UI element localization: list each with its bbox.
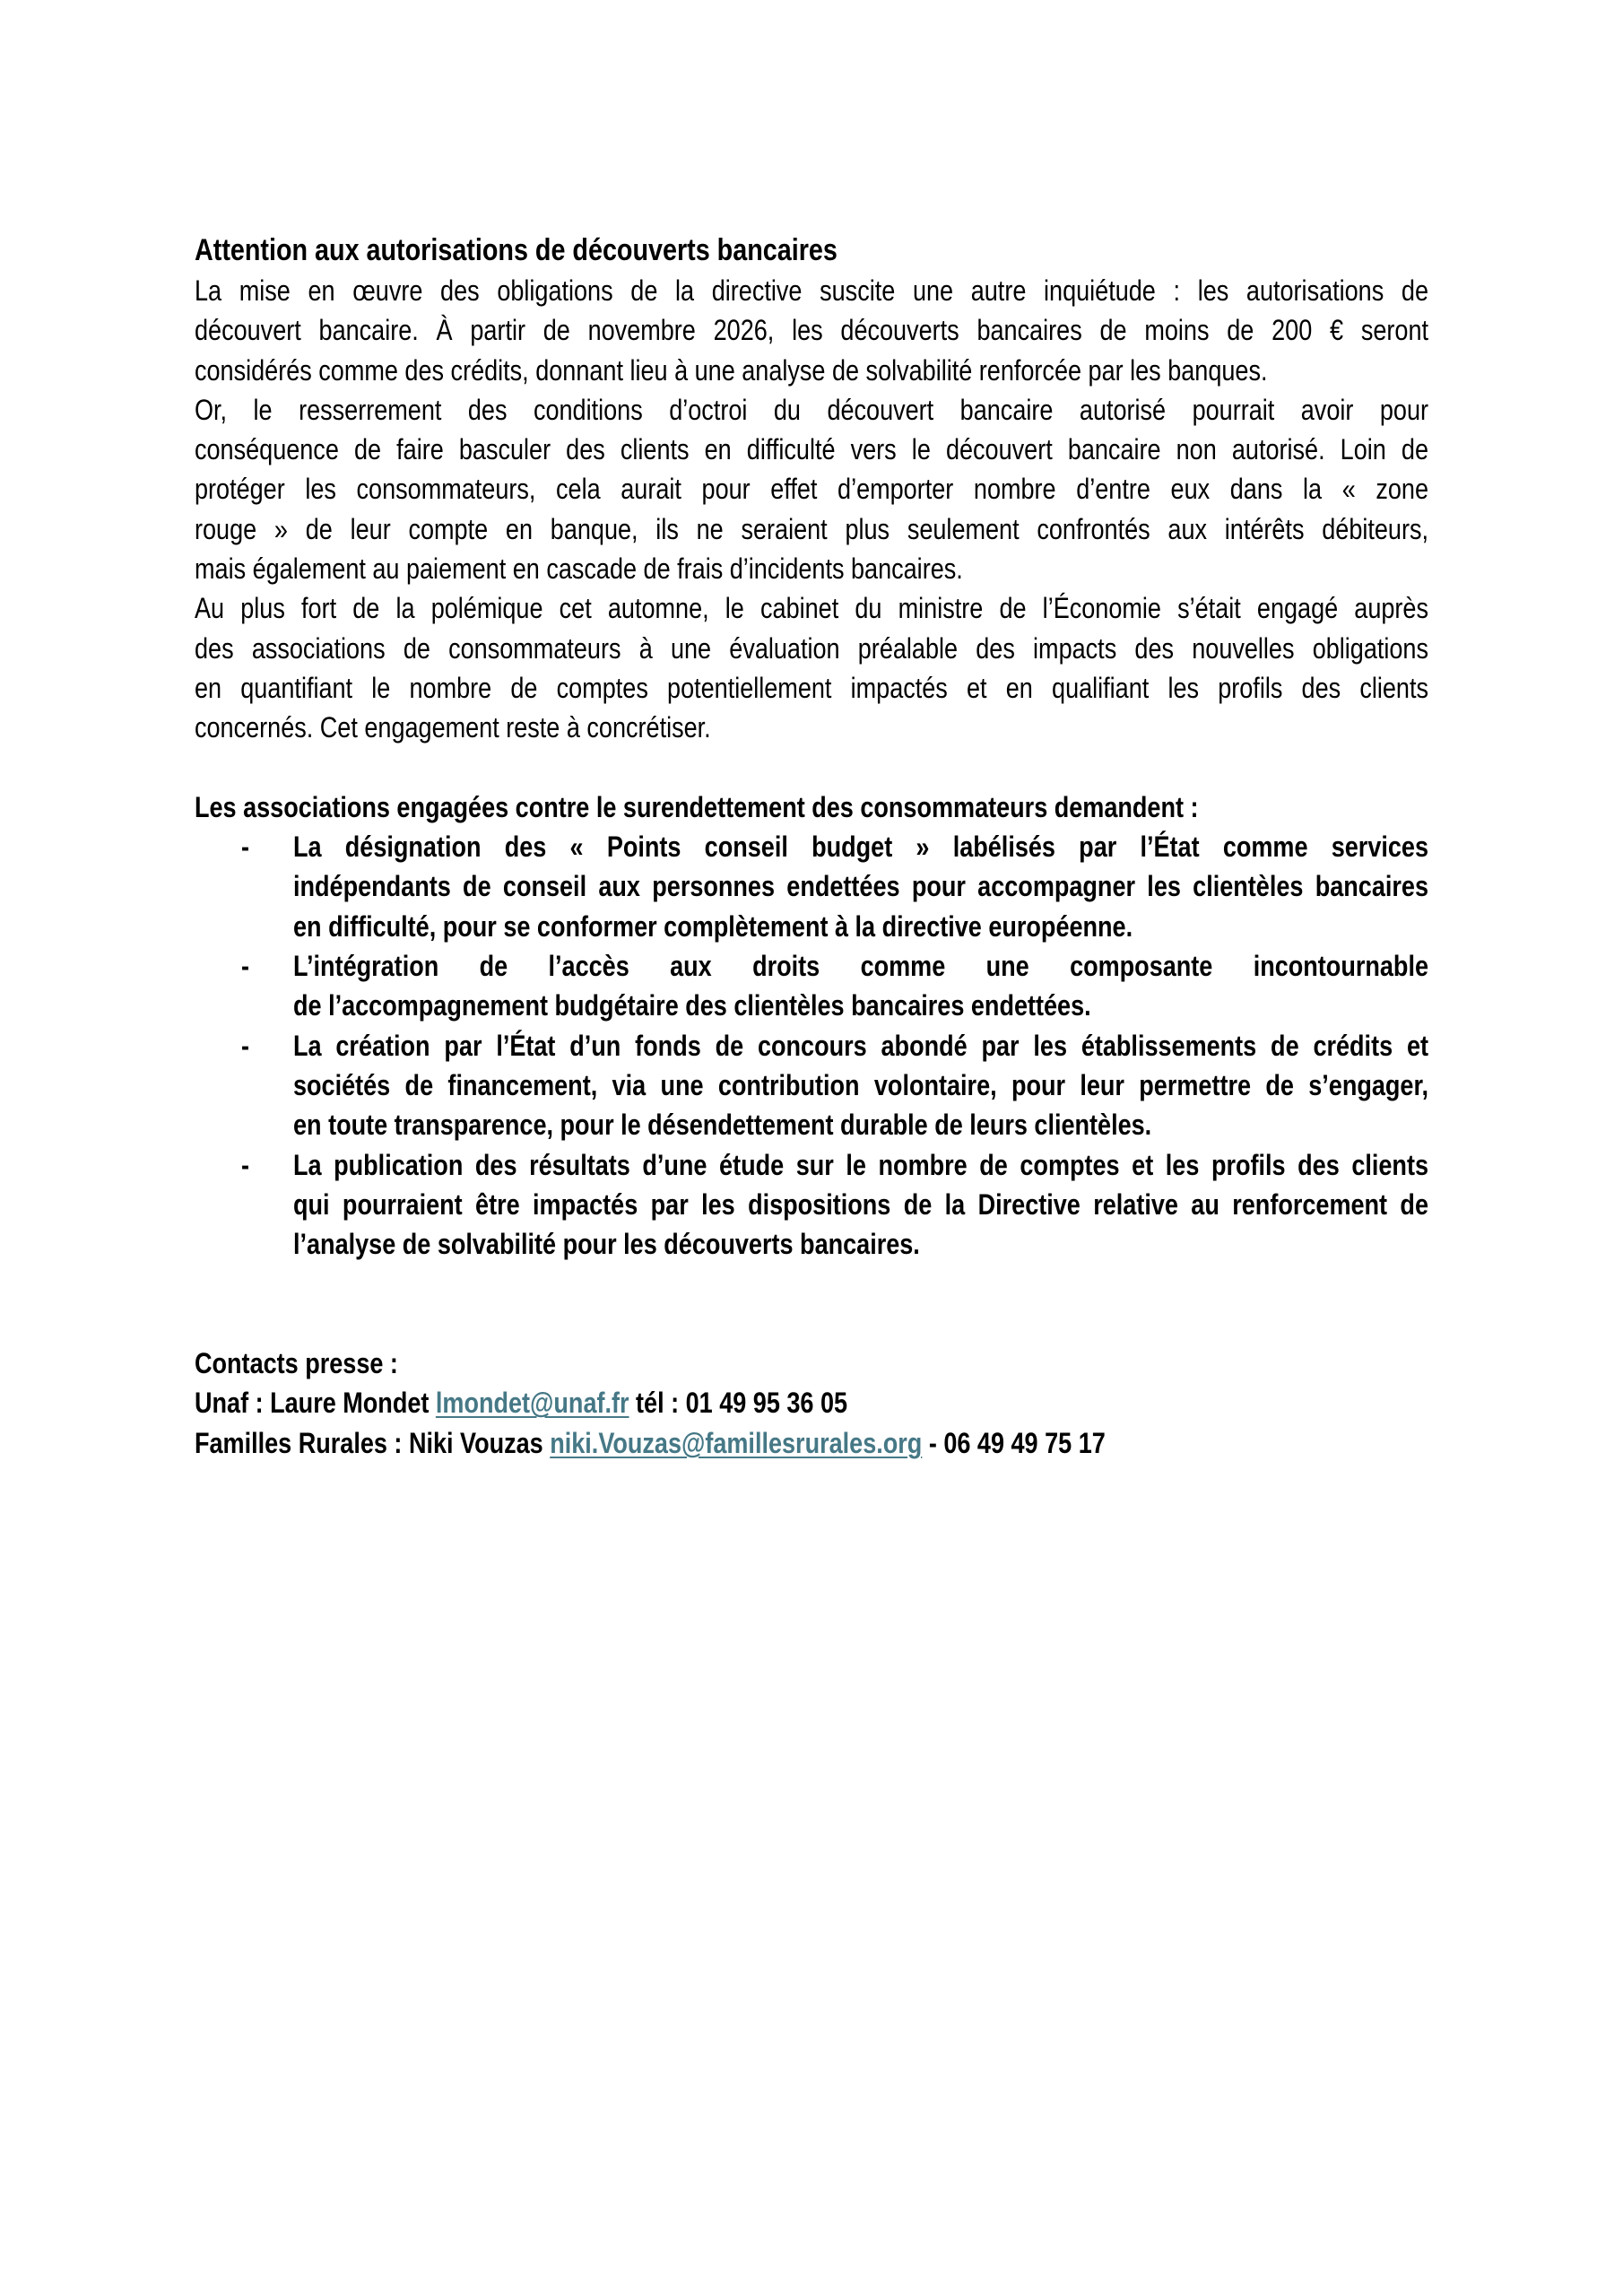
contact-name: Unaf : Laure Mondet: [195, 1387, 436, 1420]
contact-unaf: [195, 1383, 1428, 1422]
list-line: La publication des résultats d’une étude sur le nombre de comptes et les profils des clients: [292, 1148, 1428, 1181]
list-line: La création par l’État d’un fonds de concours abondé par les établissements de crédits et: [292, 1029, 1428, 1062]
paragraph-directive-concern: [195, 271, 1428, 390]
paragraph-line: découvert bancaire. À partir de novembre 2026, les découverts bancaires de moins de 200 € seront: [195, 314, 1428, 347]
paragraph-line: Or, le resserrement des conditions d’octroi du découvert bancaire autorisé pourrait avoir pour: [195, 393, 1428, 426]
paragraph-line: Au plus fort de la polémique cet automne, le cabinet du ministre de l’Économie s’était engagé auprès: [195, 592, 1428, 625]
contact-familles-rurales: [195, 1423, 1428, 1463]
press-contacts: [195, 1344, 1428, 1463]
demands-intro: Les associations engagées contre le surendettement des consommateurs demandent :: [195, 790, 1199, 823]
list-line: qui pourraient être impactés par les dispositions de la Directive relative au renforcement de: [292, 1187, 1428, 1221]
list-line: sociétés de financement, via une contribution volontaire, pour leur permettre de s’engager,: [292, 1068, 1428, 1101]
paragraph-overdraft-consequence: [195, 390, 1428, 588]
dash-bullet-icon: -: [240, 1029, 249, 1062]
demands-list: [195, 827, 1428, 1264]
contacts-title: Contacts presse :: [195, 1347, 398, 1380]
list-line: en toute transparence, pour le désendettement durable de leurs clientèles.: [292, 1109, 1152, 1142]
email-link-unaf[interactable]: lmondet@unaf.fr: [435, 1387, 629, 1420]
contact-phone: tél : 01 49 95 36 05: [629, 1387, 848, 1420]
paragraph-line: protéger les consommateurs, cela aurait pour effet d’emporter nombre d’entre eux dans la « zone: [195, 473, 1428, 506]
dash-bullet-icon: -: [240, 831, 249, 864]
spacer: [195, 748, 1428, 787]
paragraph-ministry-commitment: [195, 588, 1428, 747]
paragraph-line: considérés comme des crédits, donnant lieu à une analyse de solvabilité renforcée par les banques.: [195, 353, 1268, 387]
dash-bullet-icon: -: [240, 950, 249, 983]
document-page: [195, 230, 1428, 1463]
paragraph-line: en quantifiant le nombre de comptes potentiellement impactés et en qualifiant les profils des clients: [195, 671, 1428, 704]
list-line: l’analyse de solvabilité pour les découverts bancaires.: [292, 1228, 920, 1261]
spacer: [195, 1304, 1428, 1344]
email-link-familles-rurales[interactable]: niki.Vouzas@famillesrurales.org: [550, 1426, 923, 1459]
list-line: indépendants de conseil aux personnes endettées pour accompagner les clientèles bancaires: [292, 870, 1428, 903]
list-line: de l’accompagnement budgétaire des clientèles bancaires endettées.: [292, 989, 1091, 1022]
demand-item-fonds-de-concours: [195, 1026, 1428, 1145]
contact-phone: - 06 49 49 75 17: [922, 1426, 1106, 1459]
list-line: La désignation des « Points conseil budget » labélisés par l’État comme services: [292, 831, 1428, 864]
paragraph-line: mais également au paiement en cascade de frais d’incidents bancaires.: [195, 552, 963, 586]
demand-item-points-conseil-budget: [195, 827, 1428, 946]
list-line: L’intégration de l’accès aux droits comme une composante incontournable: [292, 950, 1428, 983]
list-line: en difficulté, pour se conformer complètement à la directive européenne.: [292, 909, 1133, 943]
contact-name: Familles Rurales : Niki Vouzas: [195, 1426, 551, 1459]
paragraph-line: des associations de consommateurs à une évaluation préalable des impacts des nouvelles obligations: [195, 631, 1428, 665]
paragraph-line: concernés. Cet engagement reste à concrétiser.: [195, 711, 711, 744]
demand-item-acces-aux-droits: [195, 946, 1428, 1026]
text-column: [195, 230, 1428, 1463]
paragraph-line: rouge » de leur compte en banque, ils ne seraient plus seulement confrontés aux intérêts débiteurs,: [195, 512, 1428, 545]
paragraph-line: La mise en œuvre des obligations de la directive suscite une autre inquiétude : les autorisations de: [195, 274, 1428, 307]
paragraph-line: conséquence de faire basculer des clients en difficulté vers le découvert bancaire non autorisé. Loin de: [195, 433, 1428, 466]
spacer: [195, 1264, 1428, 1303]
dash-bullet-icon: -: [240, 1148, 249, 1181]
demand-item-publication-etude: [195, 1145, 1428, 1265]
section-heading: Attention aux autorisations de découverts bancaires: [195, 233, 838, 267]
